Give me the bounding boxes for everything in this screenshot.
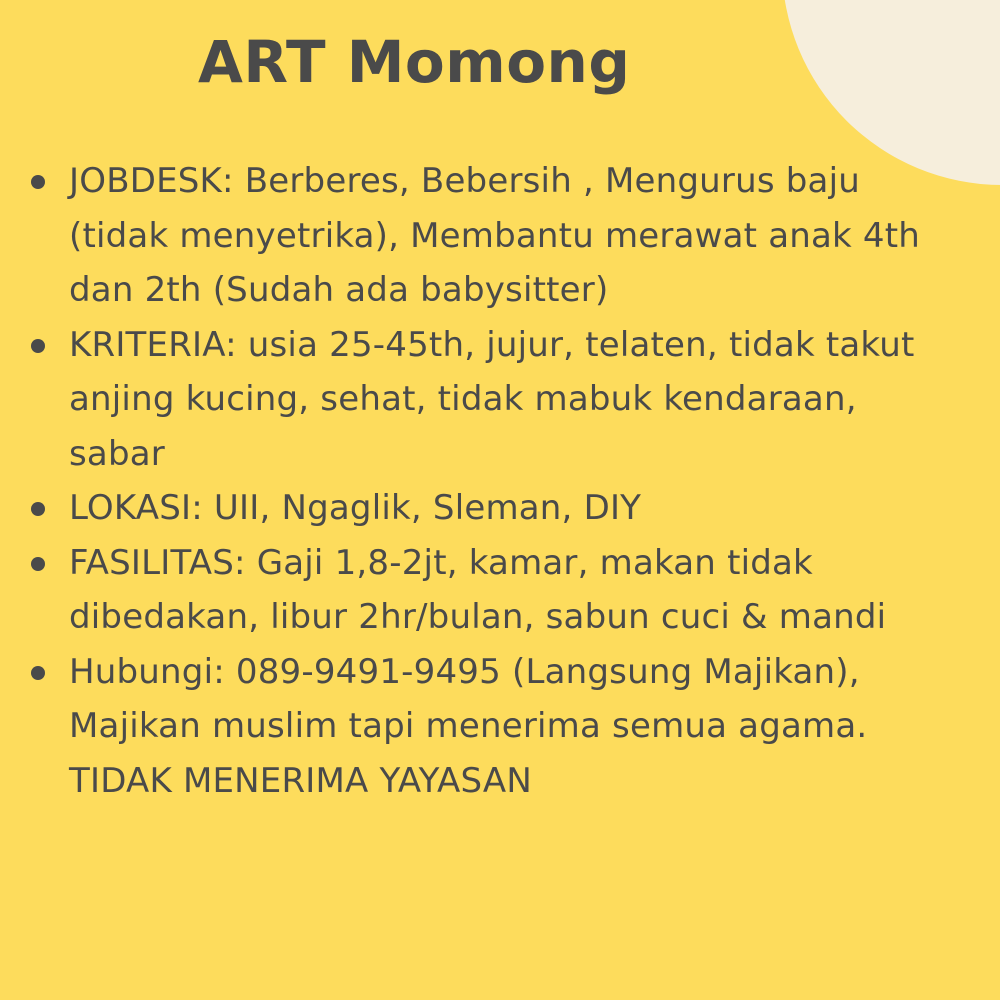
- info-list: [0, 154, 1000, 808]
- list-item-fasilitas: [0, 536, 1000, 645]
- list-item-hubungi: [0, 645, 1000, 809]
- list-item-text: JOBDESK: Berberes, Bebersih , Mengurus baju (tidak menyetrika), Membantu merawat anak 4th dan 2th (Sudah ada babysitter): [69, 161, 921, 310]
- bullet-icon: [31, 557, 45, 571]
- list-item-lokasi: [0, 481, 1000, 536]
- bullet-icon: [31, 666, 45, 680]
- list-item-text: FASILITAS: Gaji 1,8-2jt, kamar, makan tidak dibedakan, libur 2hr/bulan, sabun cuci & mandi: [69, 542, 887, 637]
- list-item-text: Hubungi: 089-9491-9495 (Langsung Majikan), Majikan muslim tapi menerima semua agama. TIDAK MENERIMA YAYASAN: [69, 651, 868, 801]
- list-item-jobdesk: [0, 154, 1000, 318]
- bullet-icon: [31, 339, 45, 353]
- page-title: ART Momong: [198, 28, 631, 96]
- bullet-icon: [31, 175, 45, 189]
- bullet-icon: [31, 502, 45, 516]
- list-item-kriteria: [0, 318, 1000, 482]
- list-item-text: LOKASI: UII, Ngaglik, Sleman, DIY: [69, 488, 642, 528]
- list-item-text: KRITERIA: usia 25-45th, jujur, telaten, tidak takut anjing kucing, sehat, tidak mabuk kendaraan, sabar: [69, 324, 915, 474]
